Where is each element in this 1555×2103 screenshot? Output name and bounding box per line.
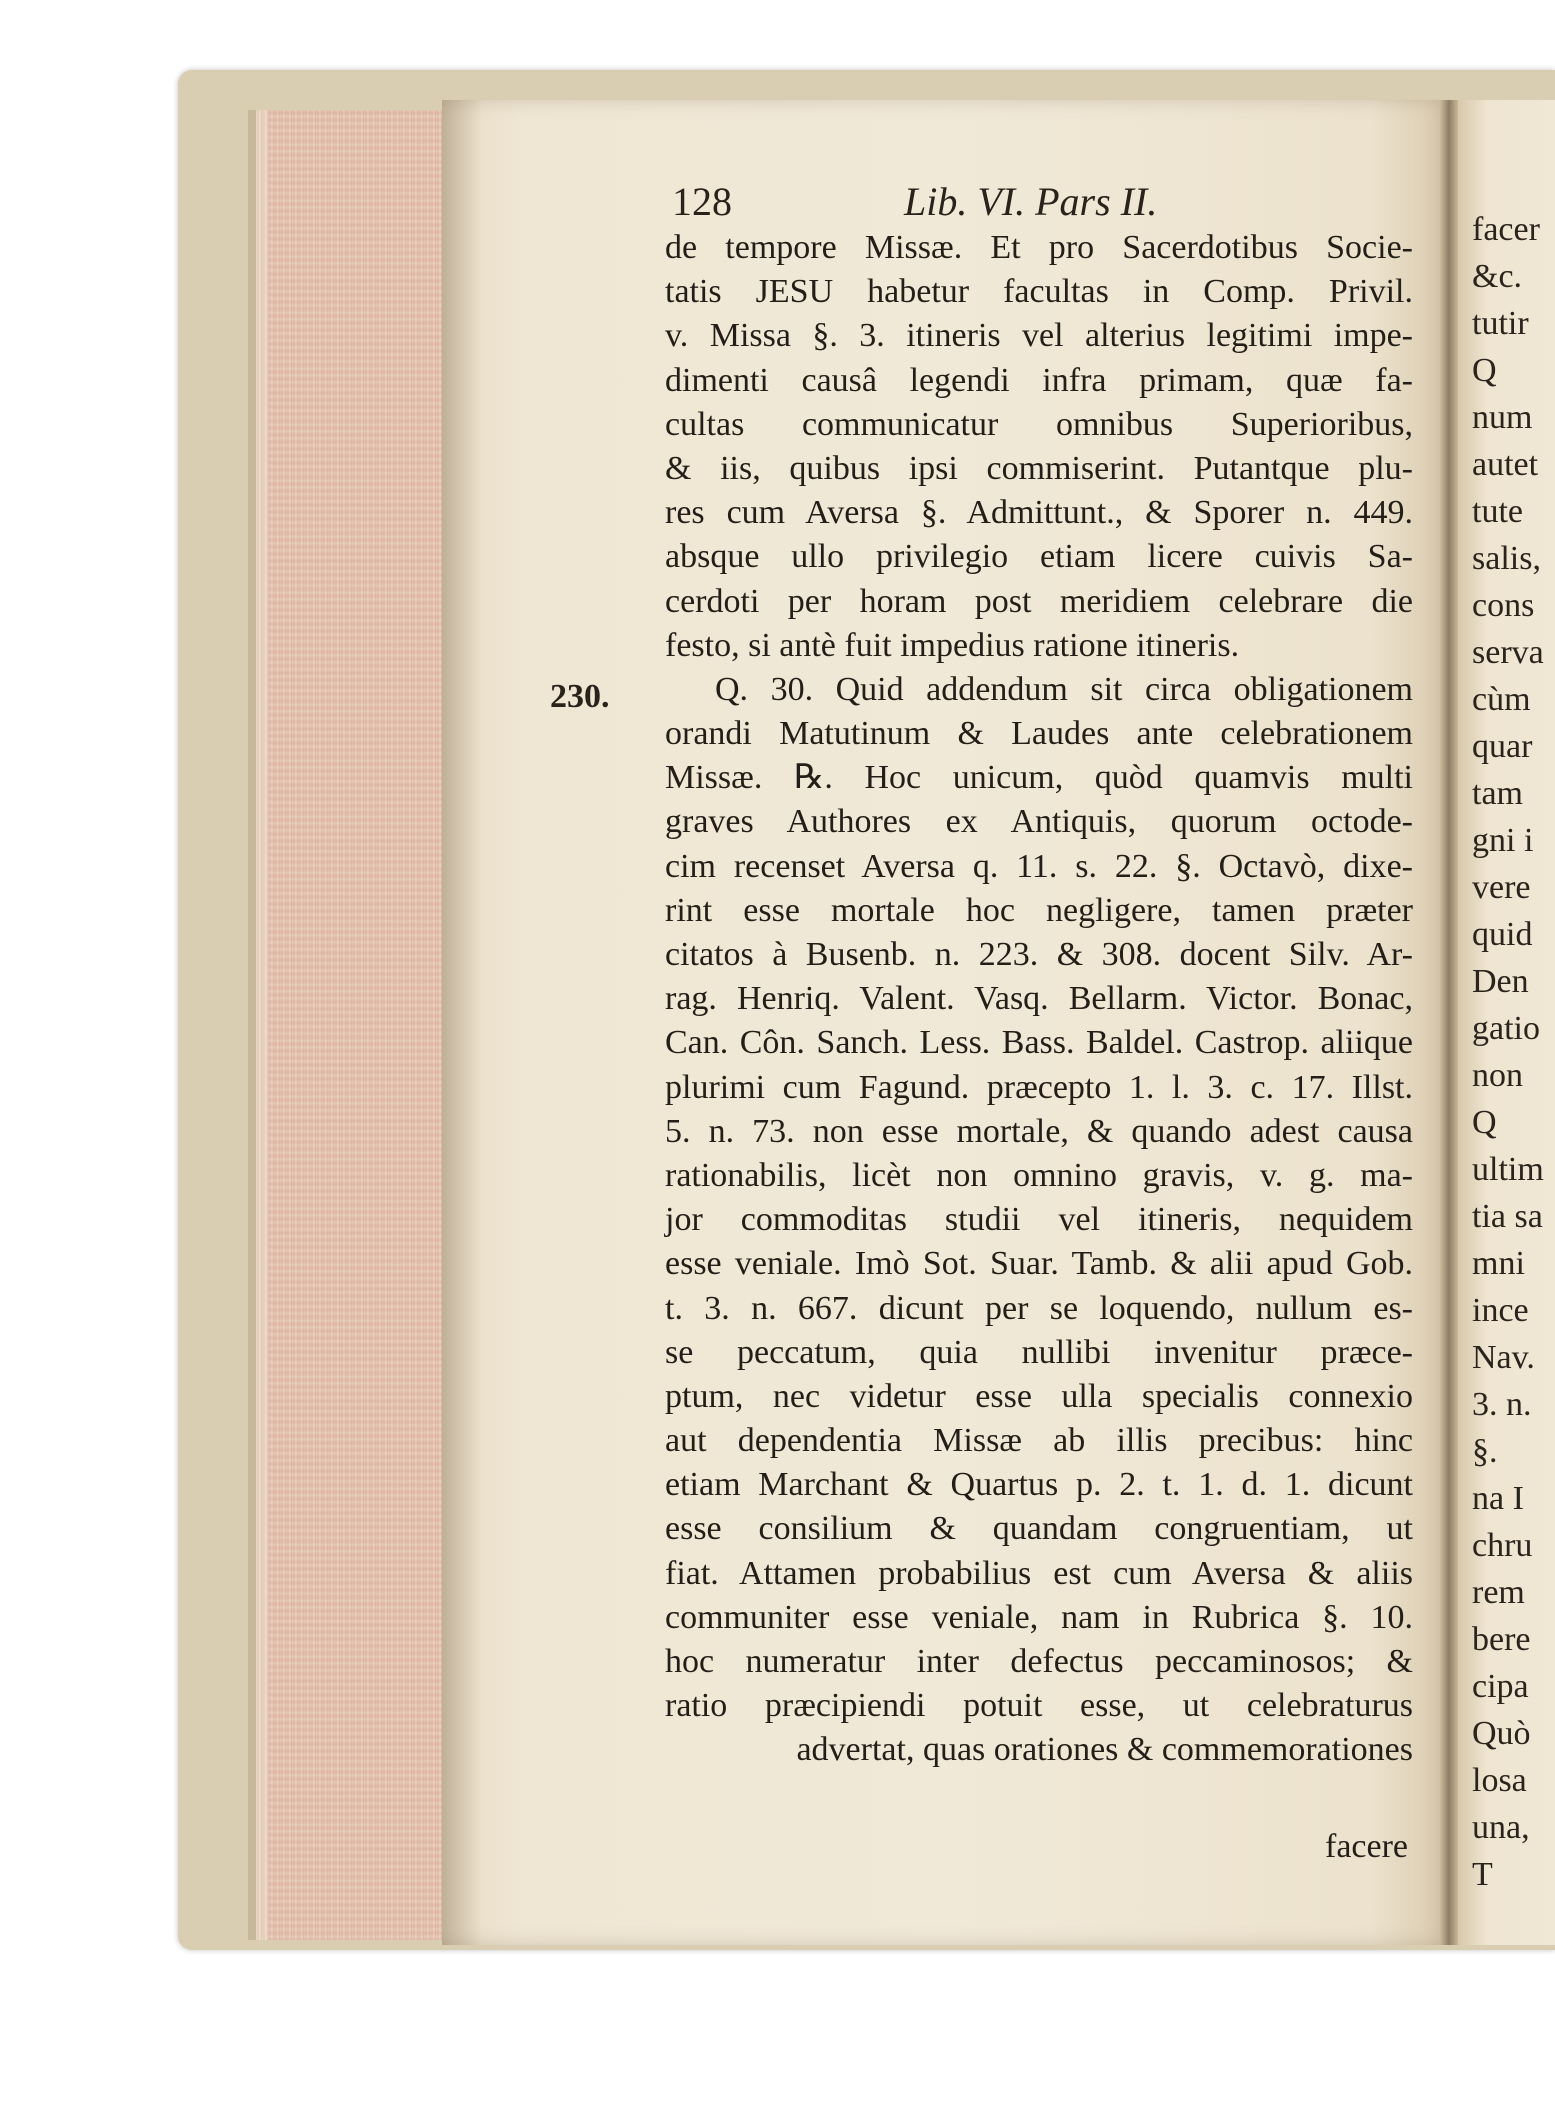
right-page-fragment: vere	[1472, 869, 1531, 906]
text-line: esse consilium & quandam congruentiam, ut	[665, 1510, 1413, 1548]
text-line: Q. 30. Quid addendum sit circa obligationem	[715, 670, 1413, 708]
text-line: ratio præcipiendi potuit esse, ut celebraturus	[665, 1687, 1413, 1725]
right-page-fragment: T	[1472, 1856, 1493, 1893]
text-line: Missæ. ℞. Hoc unicum, quòd quamvis multi	[665, 759, 1413, 797]
text-line: 5. n. 73. non esse mortale, & quando adest causa	[665, 1112, 1413, 1150]
right-page-fragment: serva	[1472, 634, 1544, 671]
right-page-fragment: tutir	[1472, 305, 1529, 342]
text-line: cim recenset Aversa q. 11. s. 22. §. Octavò, dixe-	[665, 847, 1413, 885]
text-line: esse veniale. Imò Sot. Suar. Tamb. & alii apud Gob.	[665, 1245, 1413, 1283]
right-page-fragment: ince	[1472, 1292, 1529, 1329]
catchword: facere	[1325, 1828, 1409, 1865]
right-page-fragment: cons	[1472, 587, 1535, 624]
right-page-fragment: rem	[1472, 1574, 1525, 1611]
right-page-fragment: tam	[1472, 775, 1523, 812]
text-line: communiter esse veniale, nam in Rubrica §. 10.	[665, 1598, 1413, 1636]
page-header	[672, 178, 1432, 228]
right-page-fragment: una,	[1472, 1809, 1530, 1846]
right-page-sliver	[1458, 100, 1555, 1945]
text-line: plurimi cum Fagund. præcepto 1. l. 3. c. 17. Illst.	[665, 1068, 1413, 1106]
right-page-fragment: gatio	[1472, 1010, 1540, 1047]
red-edge-stain	[268, 110, 443, 1940]
right-page-fragment: non	[1472, 1057, 1523, 1094]
right-page-fragment: quid	[1472, 916, 1533, 953]
right-page-fragment: Q	[1472, 352, 1497, 389]
text-line: rationabilis, licèt non omnino gravis, v. g. ma-	[665, 1156, 1413, 1194]
text-line: t. 3. n. 667. dicunt per se loquendo, nullum es-	[665, 1289, 1413, 1327]
text-line: hoc numeratur inter defectus peccaminosos; &	[665, 1643, 1413, 1680]
right-page-fragment: chru	[1472, 1527, 1533, 1564]
text-line: de tempore Missæ. Et pro Sacerdotibus Socie-	[665, 229, 1413, 266]
text-line: dimenti causâ legendi infra primam, quæ fa-	[665, 361, 1413, 399]
right-page-fragment: gni i	[1472, 822, 1534, 859]
text-line: graves Authores ex Antiquis, quorum octode-	[665, 803, 1413, 841]
text-line: festo, si antè fuit impedius ratione itineris.	[665, 626, 1240, 664]
text-line: & iis, quibus ipsi commiserint. Putantque plu-	[665, 449, 1413, 487]
right-page-fragment: Den	[1472, 963, 1529, 1000]
text-line: etiam Marchant & Quartus p. 2. t. 1. d. 1. dicunt	[665, 1466, 1413, 1504]
body-text	[665, 226, 1413, 1773]
text-line: cerdoti per horam post meridiem celebrare die	[665, 582, 1413, 620]
book-gutter	[1440, 100, 1458, 1945]
right-page-fragment: Q	[1472, 1104, 1497, 1141]
right-page-fragment: cùm	[1472, 681, 1531, 718]
text-line: citatos à Busenb. n. 223. & 308. docent Silv. Ar-	[665, 936, 1413, 973]
text-line: absque ullo privilegio etiam licere cuivis Sa-	[665, 538, 1413, 576]
text-line: rint esse mortale hoc negligere, tamen præter	[665, 891, 1413, 929]
right-page-fragment: §.	[1472, 1433, 1498, 1470]
text-line: v. Missa §. 3. itineris vel alterius legitimi impe-	[665, 317, 1413, 355]
page-number: 128	[672, 179, 732, 224]
right-page-fragment: quar	[1472, 728, 1533, 765]
right-page-fragment: num	[1472, 399, 1533, 436]
right-page-fragment: losa	[1472, 1762, 1527, 1799]
margin-paragraph-number: 230.	[550, 678, 610, 715]
right-page-fragment: bere	[1472, 1621, 1531, 1658]
text-line: Can. Côn. Sanch. Less. Bass. Baldel. Castrop. aliique	[665, 1024, 1413, 1062]
text-line: se peccatum, quia nullibi invenitur præce-	[665, 1333, 1413, 1371]
text-line: advertat, quas orationes & commemorationes	[796, 1731, 1413, 1769]
right-page-fragment: 3. n.	[1472, 1386, 1532, 1423]
running-head: Lib. VI. Pars II.	[904, 179, 1158, 224]
right-page-fragment: cipa	[1472, 1668, 1529, 1705]
page-shadow	[442, 100, 482, 1945]
text-line: res cum Aversa §. Admittunt., & Sporer n. 449.	[665, 494, 1413, 532]
right-page-fragment: tute	[1472, 493, 1523, 530]
right-page-fragment: mni	[1472, 1245, 1525, 1282]
text-line: cultas communicatur omnibus Superioribus,	[665, 405, 1413, 443]
text-line: orandi Matutinum & Laudes ante celebrationem	[665, 715, 1413, 753]
text-line: tatis JESU habetur facultas in Comp. Privil.	[665, 273, 1413, 311]
right-page-fragment: ultim	[1472, 1151, 1544, 1188]
text-line: ptum, nec videtur esse ulla specialis connexio	[665, 1377, 1413, 1415]
right-page-fragment: facer	[1472, 211, 1540, 248]
right-page-fragment: &c.	[1472, 258, 1523, 295]
right-page-fragment: tia sa	[1472, 1198, 1543, 1235]
text-line: jor commoditas studii vel itineris, nequidem	[665, 1201, 1413, 1239]
right-page-fragment: autet	[1472, 446, 1539, 483]
right-page-fragment: na I	[1472, 1480, 1524, 1517]
right-page-fragment: Quò	[1472, 1715, 1531, 1752]
right-page-fragment: Nav.	[1472, 1339, 1535, 1376]
text-line: fiat. Attamen probabilius est cum Aversa & aliis	[665, 1554, 1413, 1592]
right-page-fragment: salis,	[1472, 540, 1541, 577]
text-line: aut dependentia Missæ ab illis precibus: hinc	[665, 1422, 1413, 1460]
text-line: rag. Henriq. Valent. Vasq. Bellarm. Victor. Bonac,	[665, 980, 1413, 1018]
